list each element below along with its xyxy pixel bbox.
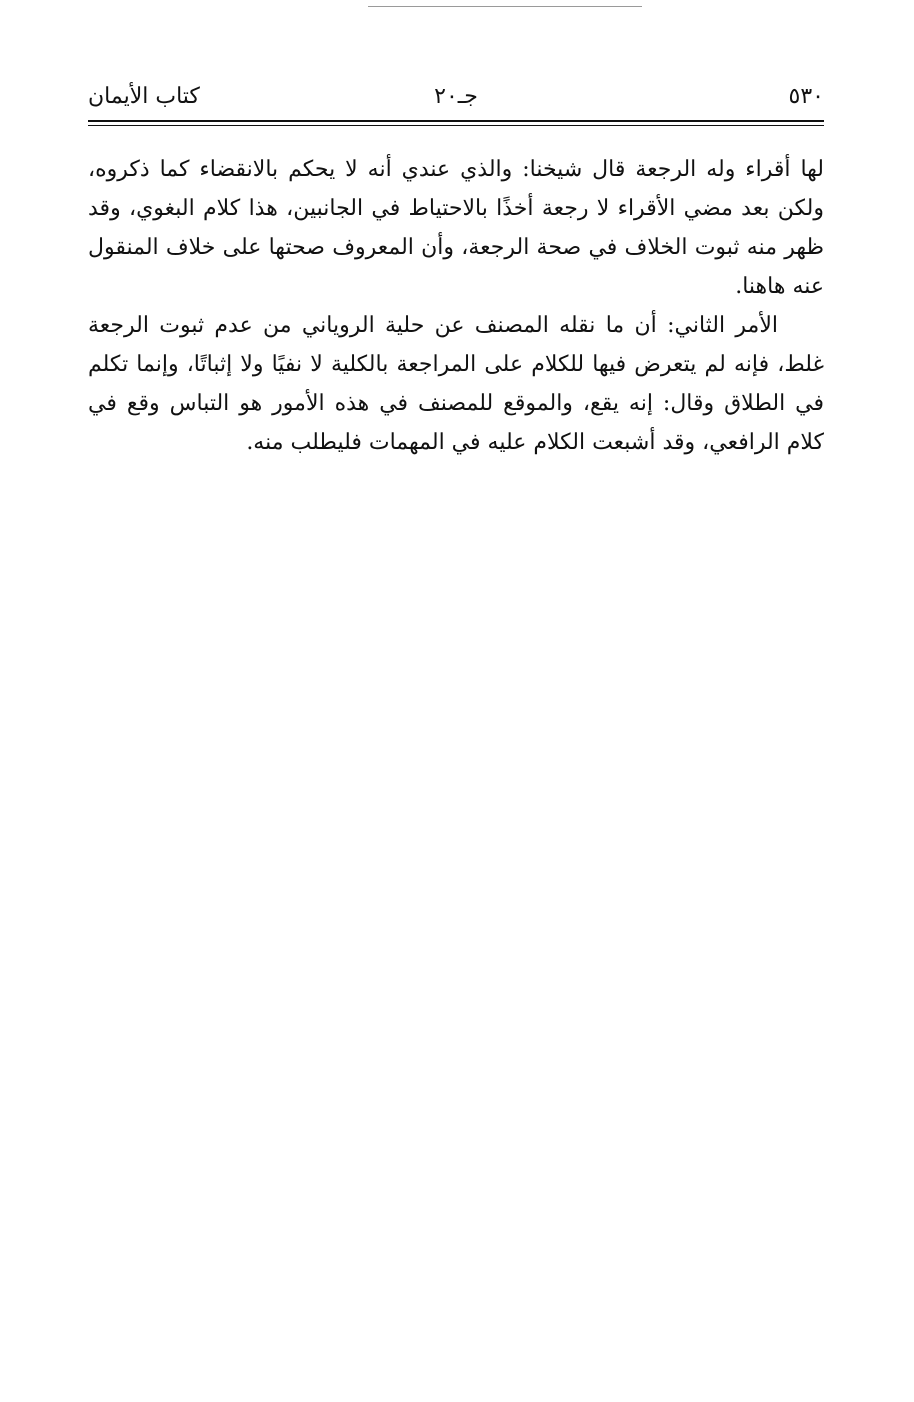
header-rule-thin xyxy=(88,125,824,126)
paragraph-2: الأمر الثاني: أن ما نقله المصنف عن حلية الروياني من عدم ثبوت الرجعة غلط، فإنه لم يتعرض فيها للكلام على المراجعة بالكلية لا نفيًا ولا إثباتًا، وإنما تكلم في الطلاق وقال: إنه يقع، والموقع للمصنف في هذه الأمور هو التباس وقع في كلام الرافعي، وقد أشبعت الكلام عليه في المهمات فليطلب منه. xyxy=(88,313,824,455)
top-decorative-rule xyxy=(368,6,642,7)
body-text xyxy=(88,150,824,462)
header-rule-thick xyxy=(88,120,824,122)
volume-label: جـ٢٠ xyxy=(434,84,478,109)
paragraph-1: لها أقراء وله الرجعة قال شيخنا: والذي عندي أنه لا يحكم بالانقضاء كما ذكروه، ولكن بعد مضي الأقراء لا رجعة أخذًا بالاحتياط في الجانبين، هذا كلام البغوي، وقد ظهر منه ثبوت الخلاف في صحة الرجعة، وأن المعروف صحتها على خلاف المنقول عنه هاهنا. xyxy=(88,157,824,299)
page-number: ٥٣٠ xyxy=(788,84,824,109)
running-header xyxy=(88,82,824,116)
book-title: كتاب الأيمان xyxy=(88,84,200,109)
